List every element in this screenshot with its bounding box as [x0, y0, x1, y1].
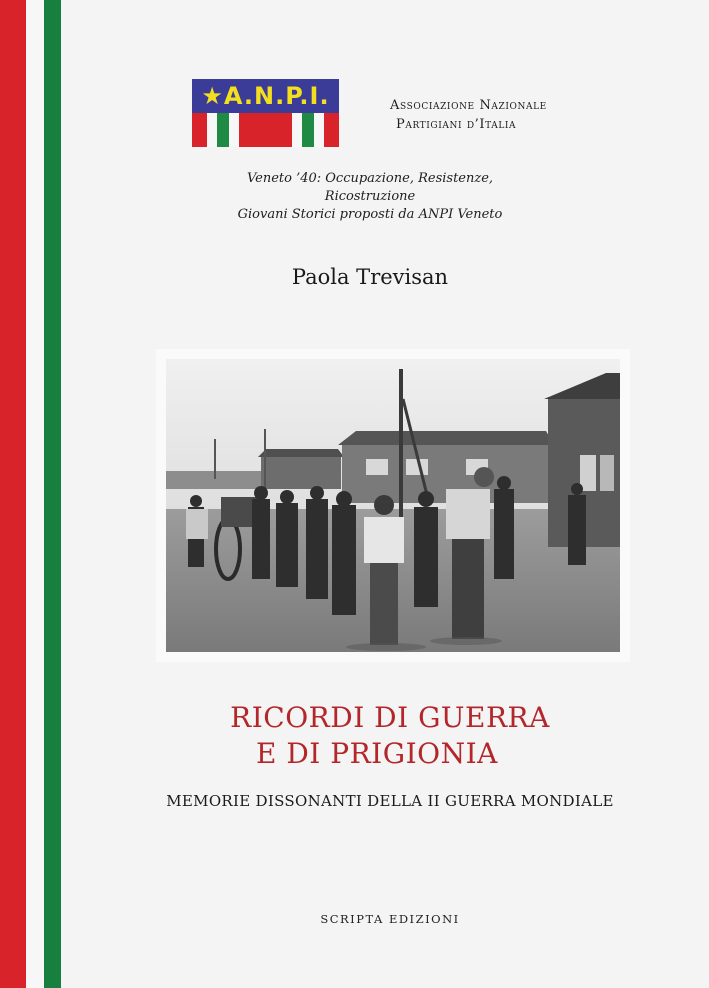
association-line-1: Associazione Nazionale: [390, 98, 547, 113]
book-subtitle: MEMORIE DISSONANTI DELLA II GUERRA MONDIALE: [166, 792, 614, 810]
flag-stripe-white: [26, 0, 44, 988]
flag-stripe-green: [44, 0, 61, 988]
association-name: [390, 96, 590, 134]
prisoners-camp-photo: [166, 359, 620, 652]
title-line-1: RICORDI DI GUERRA: [230, 701, 550, 734]
series-line-1: Veneto ’40: Occupazione, Resistenze, Ricostruzione: [246, 171, 494, 204]
association-line-2: Partigiani d’Italia: [396, 117, 517, 132]
flag-stripe-red: [0, 0, 26, 988]
anpi-logo-flags: [192, 113, 339, 147]
cover-photo-frame: [156, 349, 630, 662]
series-line-2: Giovani Storici proposti da ANPI Veneto: [237, 207, 503, 222]
publisher-name: SCRIPTA EDIZIONI: [320, 912, 460, 926]
anpi-logo: [192, 79, 339, 147]
series-info: [200, 170, 540, 224]
author-name: Paola Trevisan: [291, 265, 449, 289]
anpi-logo-text: ★A.N.P.I.: [192, 79, 339, 113]
book-title: [150, 700, 630, 772]
title-line-2: E DI PRIGIONIA: [256, 737, 498, 770]
